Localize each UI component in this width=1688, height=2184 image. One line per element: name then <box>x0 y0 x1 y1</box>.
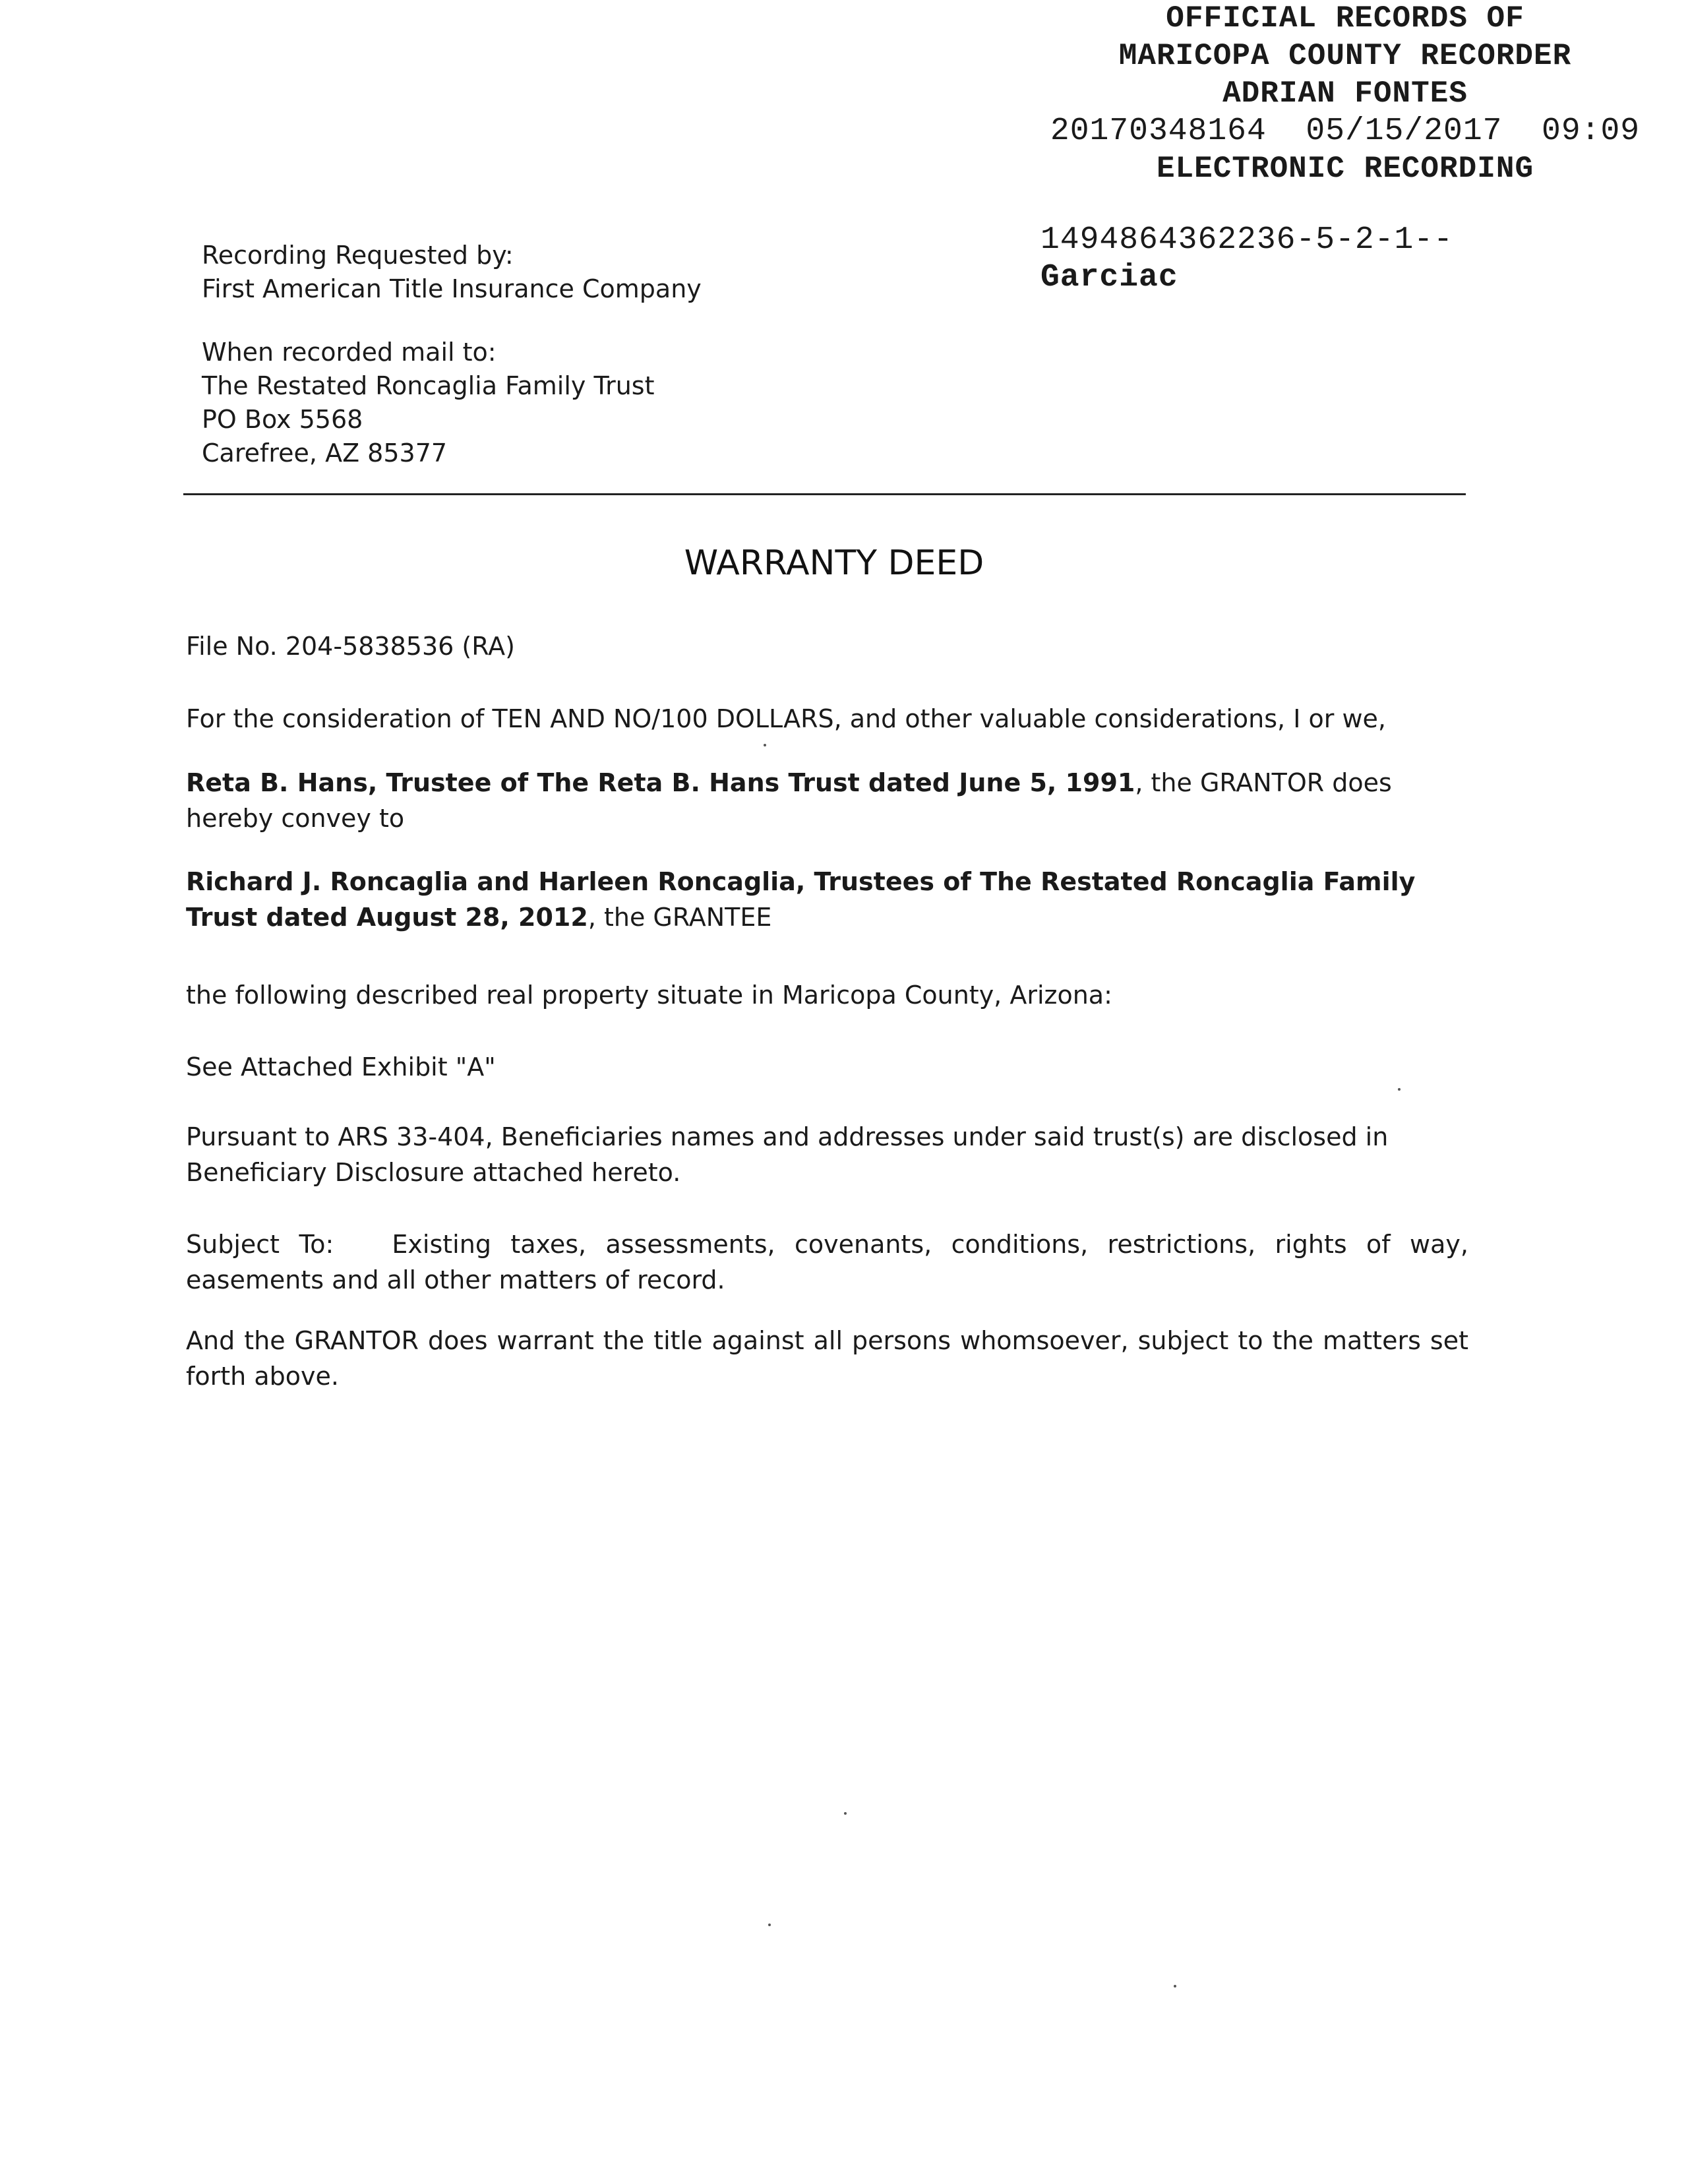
stamp-line-county-recorder: MARICOPA COUNTY RECORDER <box>1118 39 1572 73</box>
grantee-paragraph <box>186 864 1468 935</box>
exhibit-reference: See Attached Exhibit "A" <box>186 1052 496 1081</box>
scan-speck <box>764 744 766 746</box>
stamp-line-recorder-name: ADRIAN FONTES <box>1222 76 1468 111</box>
beneficiary-disclosure-paragraph <box>186 1119 1468 1190</box>
recording-code <box>1040 222 1453 297</box>
grantor-suffix: , the GRANTOR does hereby convey to <box>186 768 1392 833</box>
grantee-name: Richard J. Roncaglia and Harleen Roncaglia, Trustees of The Restated Roncaglia Family Trust dated August 28, 2012 <box>186 867 1416 932</box>
scan-speck <box>1174 1985 1176 1987</box>
grantee-suffix: , the GRANTEE <box>588 903 772 932</box>
stamp-recorded-date: 05/15/2017 <box>1306 113 1503 149</box>
disclosure-line-2: Beneficiary Disclosure attached hereto. <box>186 1158 681 1187</box>
stamp-line-recording-info <box>1029 113 1662 150</box>
deed-title: WARRANTY DEED <box>684 543 984 583</box>
mail-to-label: When recorded mail to: <box>202 338 497 367</box>
subject-to-text: Existing taxes, assessments, covenants, conditions, restrictions, rights of way, easements and all other matters of record. <box>186 1230 1468 1294</box>
property-paragraph: the following described real property situate in Maricopa County, Arizona: <box>186 981 1112 1010</box>
grantor-paragraph <box>186 765 1468 836</box>
recording-requested-company: First American Title Insurance Company <box>202 274 702 303</box>
file-number: File No. 204-5838536 (RA) <box>186 632 515 661</box>
subject-to-label: Subject To: <box>186 1230 334 1259</box>
scan-speck <box>768 1924 771 1926</box>
recorder-stamp <box>1029 0 1662 188</box>
consideration-paragraph: For the consideration of TEN AND NO/100 DOLLARS, and other valuable considerations, I or we, <box>186 704 1386 733</box>
grantor-name: Reta B. Hans, Trustee of The Reta B. Hans Trust dated June 5, 1991 <box>186 768 1135 797</box>
stamp-document-number: 20170348164 <box>1050 113 1267 149</box>
scan-speck <box>1398 1088 1401 1091</box>
recording-requested-block <box>202 239 702 306</box>
scan-speck <box>844 1812 847 1815</box>
stamp-recorded-time: 09:09 <box>1542 113 1641 149</box>
mail-to-address-line1: PO Box 5568 <box>202 405 363 434</box>
mail-to-name: The Restated Roncaglia Family Trust <box>202 371 655 400</box>
subject-to-paragraph <box>186 1227 1468 1298</box>
disclosure-line-1: Pursuant to ARS 33-404, Beneficiaries names and addresses under said trust(s) are disclosed in <box>186 1122 1389 1151</box>
recording-requested-label: Recording Requested by: <box>202 241 514 270</box>
stamp-line-official-records: OFFICIAL RECORDS OF <box>1166 1 1524 36</box>
stamp-line-electronic-recording: ELECTRONIC RECORDING <box>1156 152 1534 186</box>
warranty-paragraph: And the GRANTOR does warrant the title against all persons whomsoever, subject to the matters set forth above. <box>186 1326 1468 1391</box>
recording-code-user: Garciac <box>1040 260 1178 295</box>
recording-code-number: 1494864362236-5-2-1-- <box>1040 222 1453 258</box>
header-divider <box>183 493 1466 495</box>
mail-to-block <box>202 336 655 470</box>
mail-to-address-line2: Carefree, AZ 85377 <box>202 439 448 468</box>
